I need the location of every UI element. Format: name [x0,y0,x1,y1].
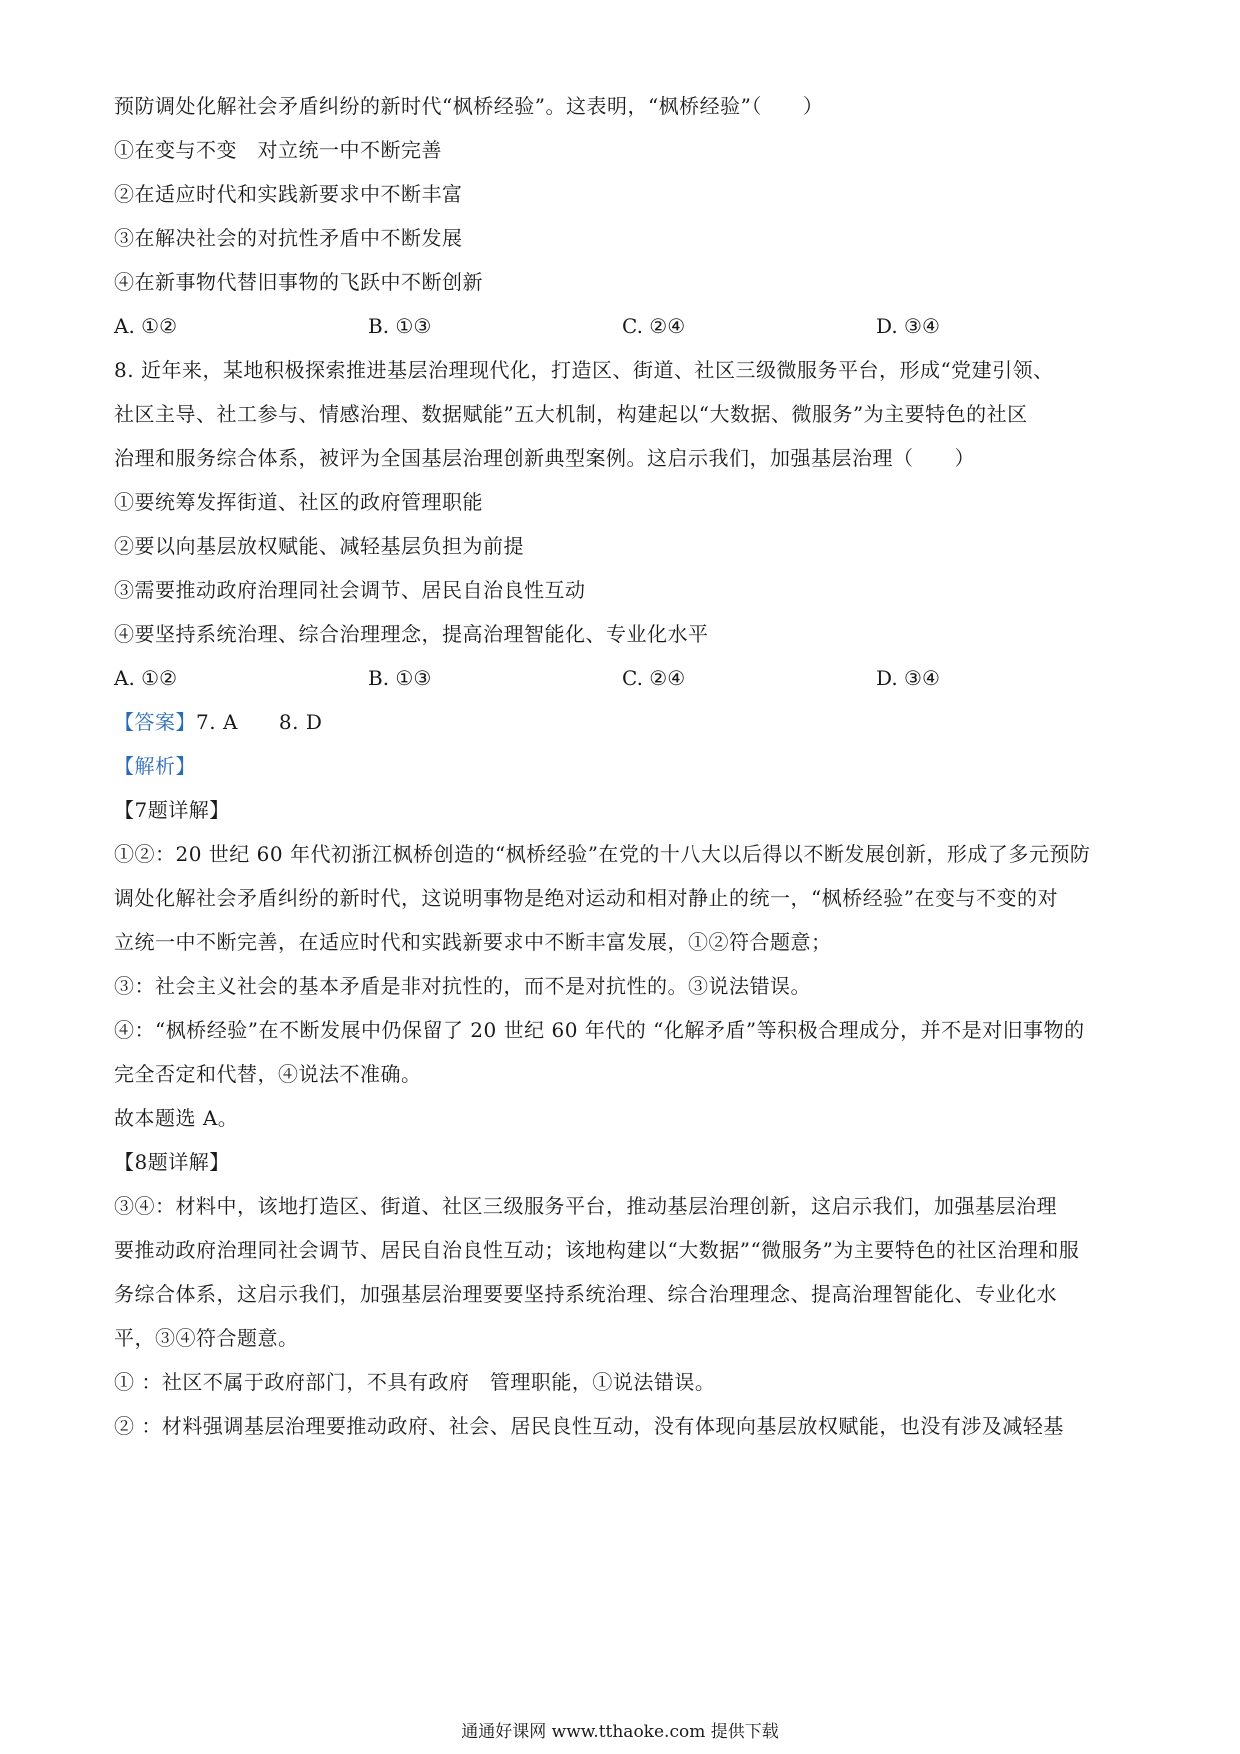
q7-item-2: ②在适应时代和实践新要求中不断丰富 [114,182,463,206]
answer-label: 【答案】 [114,710,196,734]
detail8-line-4: 平，③④符合题意。 [114,1326,299,1350]
detail8-line-1: ③④：材料中，该地打造区、街道、社区三级服务平台，推动基层治理创新，这启示我们，加强基层治理 [114,1194,1057,1218]
q8-item-2: ②要以向基层放权赋能、减轻基层负担为前提 [114,534,524,558]
q8-option-c: C. ②④ [622,666,686,690]
q8-stem-line-3: 治理和服务综合体系，被评为全国基层治理创新典型案例。这启示我们，加强基层治理（ ） [114,446,975,470]
q7-item-3: ③在解决社会的对抗性矛盾中不断发展 [114,226,463,250]
detail7-line-6: 完全否定和代替，④说法不准确。 [114,1062,422,1086]
detail7-line-2: 调处化解社会矛盾纠纷的新时代，这说明事物是绝对运动和相对静止的统一，“枫桥经验”在变与不变的对 [114,886,1058,910]
q8-stem-line-1: 8. 近年来，某地积极探索推进基层治理现代化，打造区、街道、社区三级微服务平台，形成“党建引领、 [114,358,1054,382]
detail7-conclusion: 故本题选 A。 [114,1106,239,1130]
q7-item-1: ①在变与不变 对立统一中不断完善 [114,138,442,162]
q8-item-1: ①要统筹发挥街道、社区的政府管理职能 [114,490,483,514]
q8-item-4: ④要坚持系统治理、综合治理理念，提高治理智能化、专业化水平 [114,622,709,646]
detail8-heading: 【8题详解】 [114,1150,230,1174]
detail7-line-1: ①②：20 世纪 60 年代初浙江枫桥创造的“枫桥经验”在党的十八大以后得以不断发展创新，形成了多元预防 [114,842,1091,866]
detail8-line-6: ② ：材料强调基层治理要推动政府、社会、居民良性互动，没有体现向基层放权赋能，也没有涉及减轻基 [114,1414,1064,1438]
q8-stem-line-2: 社区主导、社工参与、情感治理、数据赋能”五大机制，构建起以“大数据、微服务”为主要特色的社区 [114,402,1028,426]
detail7-line-3: 立统一中不断完善，在适应时代和实践新要求中不断丰富发展，①②符合题意； [114,930,832,954]
q8-option-b: B. ①③ [368,666,432,690]
q7-option-c: C. ②④ [622,314,686,338]
detail8-line-3: 务综合体系，这启示我们，加强基层治理要要坚持系统治理、综合治理理念、提高治理智能化、专业化水 [114,1282,1057,1306]
answer-text: 7. A 8. D [196,710,323,734]
answer-line [114,708,1134,736]
q7-option-b: B. ①③ [368,314,432,338]
q8-option-a: A. ①② [114,666,178,690]
q7-item-4: ④在新事物代替旧事物的飞跃中不断创新 [114,270,483,294]
detail7-heading: 【7题详解】 [114,798,230,822]
detail8-line-5: ① ：社区不属于政府部门，不具有政府 管理职能，①说法错误。 [114,1370,716,1394]
analysis-label: 【解析】 [114,754,196,778]
q7-stem: 预防调处化解社会矛盾纠纷的新时代“枫桥经验”。这表明，“枫桥经验”（ ） [114,94,824,118]
q8-item-3: ③需要推动政府治理同社会调节、居民自治良性互动 [114,578,586,602]
detail8-line-2: 要推动政府治理同社会调节、居民自治良性互动；该地构建以“大数据”“微服务”为主要特色的社区治理和服 [114,1238,1080,1262]
detail7-line-4: ③：社会主义社会的基本矛盾是非对抗性的，而不是对抗性的。③说法错误。 [114,974,811,998]
q7-option-d: D. ③④ [876,314,940,338]
detail7-line-5: ④：“枫桥经验”在不断发展中仍保留了 20 世纪 60 年代的 “化解矛盾”等积极合理成分，并不是对旧事物的 [114,1018,1085,1042]
q7-option-a: A. ①② [114,314,178,338]
footer-source: 通通好课网 www.tthaoke.com 提供下载 [461,1722,779,1742]
q8-option-d: D. ③④ [876,666,940,690]
